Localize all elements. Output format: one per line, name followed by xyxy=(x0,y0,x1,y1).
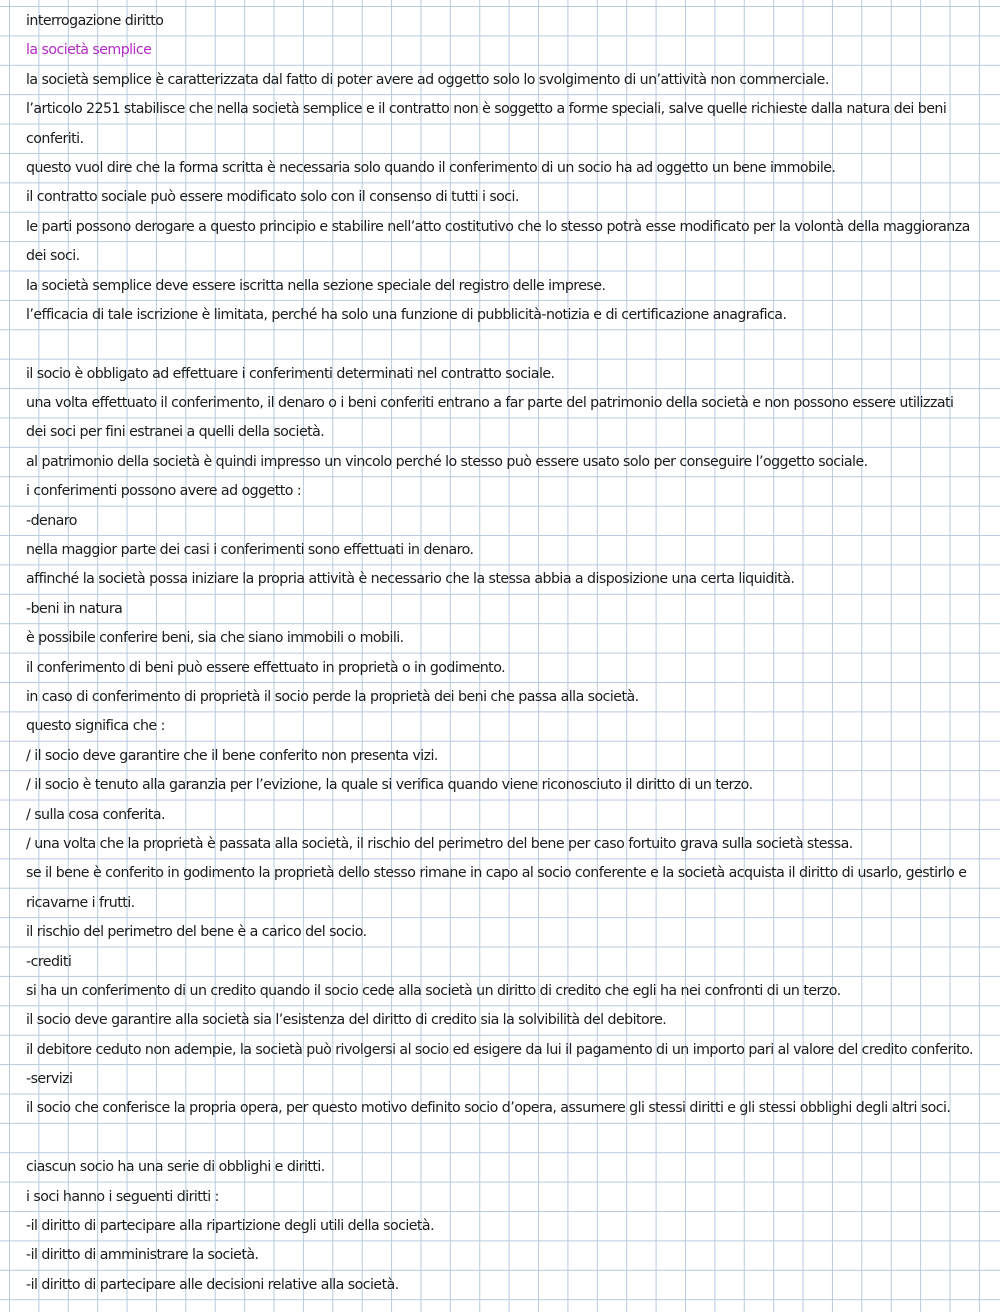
note-line: questo significa che : xyxy=(26,718,165,735)
note-line: una volta effettuato il conferimento, il denaro o i beni conferiti entrano a far parte del patrimonio della società e non possono essere utilizzati xyxy=(26,395,954,412)
note-topic-title: la società semplice xyxy=(26,42,152,59)
note-line: questo vuol dire che la forma scritta è necessaria solo quando il conferimento di un socio ha ad oggetto un bene immobile. xyxy=(26,159,836,176)
note-line: al patrimonio della società è quindi impresso un vincolo perché lo stesso può essere usato solo per conseguire l’oggetto sociale. xyxy=(26,453,868,470)
note-line: -denaro xyxy=(26,512,77,529)
note-line: i conferimenti possono avere ad oggetto : xyxy=(26,483,302,500)
note-lines xyxy=(26,66,986,1300)
note-line: -beni in natura xyxy=(26,600,123,617)
note-line: ciascun socio ha una serie di obblighi e diritti. xyxy=(26,1159,325,1176)
note-line: si ha un conferimento di un credito quando il socio cede alla società un diritto di credito che egli ha nei confronti di un terzo. xyxy=(26,982,841,999)
note-line: il rischio del perimetro del bene è a carico del socio. xyxy=(26,924,367,941)
note-line: il conferimento di beni può essere effettuato in proprietà o in godimento. xyxy=(26,659,506,676)
note-line: i soci hanno i seguenti diritti : xyxy=(26,1188,219,1205)
note-line: il contratto sociale può essere modificato solo con il consenso di tutti i soci. xyxy=(26,189,519,206)
note-line: / il socio è tenuto alla garanzia per l’evizione, la quale si verifica quando viene riconosciuto il diritto di un terzo. xyxy=(26,777,753,794)
note-line: l’articolo 2251 stabilisce che nella società semplice e il contratto non è soggetto a forme speciali, salve quelle richieste dalla natura dei beni xyxy=(26,101,947,118)
note-line: -servizi xyxy=(26,1071,73,1088)
note-line: in caso di conferimento di proprietà il socio perde la proprietà dei beni che passa alla società. xyxy=(26,688,639,705)
note-line: il socio è obbligato ad effettuare i conferimenti determinati nel contratto sociale. xyxy=(26,365,555,382)
note-line: affinché la società possa iniziare la propria attività è necessario che la stessa abbia a disposizione una certa liquidità. xyxy=(26,571,795,588)
note-line: il debitore ceduto non adempie, la società può rivolgersi al socio ed esigere da lui il pagamento di un importo pari al valore del credito conferito. xyxy=(26,1041,973,1058)
note-line: conferiti. xyxy=(26,130,84,147)
note-line: / il socio deve garantire che il bene conferito non presenta vizi. xyxy=(26,747,438,764)
note-line: -crediti xyxy=(26,953,72,970)
note-line: il socio che conferisce la propria opera, per questo motivo definito socio d’opera, assumere gli stessi diritti e gli stessi obblighi degli altri soci. xyxy=(26,1100,951,1117)
note-line: se il bene è conferito in godimento la proprietà dello stesso rimane in capo al socio conferente e la società acquista il diritto di usarlo, gestirlo e xyxy=(26,865,967,882)
note-line: l’efficacia di tale iscrizione è limitata, perché ha solo una funzione di pubblicità-notizia e di certificazione anagrafica. xyxy=(26,306,787,323)
note-line: / sulla cosa conferita. xyxy=(26,806,165,823)
note-line: -il diritto di amministrare la società. xyxy=(26,1247,259,1264)
blank-line xyxy=(26,330,986,359)
note-line: il socio deve garantire alla società sia l’esistenza del diritto di credito sia la solvibilità del debitore. xyxy=(26,1012,667,1029)
note-line: dei soci. xyxy=(26,248,80,265)
note-line: ricavarne i frutti. xyxy=(26,894,135,911)
note-heading: interrogazione diritto xyxy=(26,13,164,29)
note-line: nella maggior parte dei casi i conferimenti sono effettuati in denaro. xyxy=(26,542,474,559)
notes-body xyxy=(26,7,986,1300)
note-line: dei soci per fini estranei a quelli della società. xyxy=(26,424,325,441)
note-line: -il diritto di partecipare alla ripartizione degli utili della società. xyxy=(26,1218,435,1235)
note-line: le parti possono derogare a questo principio e stabilire nell’atto costitutivo che lo stesso potrà esse modificato per la volontà della maggioranza xyxy=(26,218,970,235)
note-line: la società semplice deve essere iscritta nella sezione speciale del registro delle imprese. xyxy=(26,277,606,294)
blank-line xyxy=(26,1124,986,1153)
note-line: -il diritto di partecipare alle decisioni relative alla società. xyxy=(26,1276,399,1293)
note-line: / una volta che la proprietà è passata alla società, il rischio del perimetro del bene per caso fortuito grava sulla società stessa. xyxy=(26,835,853,852)
note-line: la società semplice è caratterizzata dal fatto di poter avere ad oggetto solo lo svolgimento di un’attività non commerciale. xyxy=(26,71,829,88)
note-line: è possibile conferire beni, sia che siano immobili o mobili. xyxy=(26,630,404,647)
